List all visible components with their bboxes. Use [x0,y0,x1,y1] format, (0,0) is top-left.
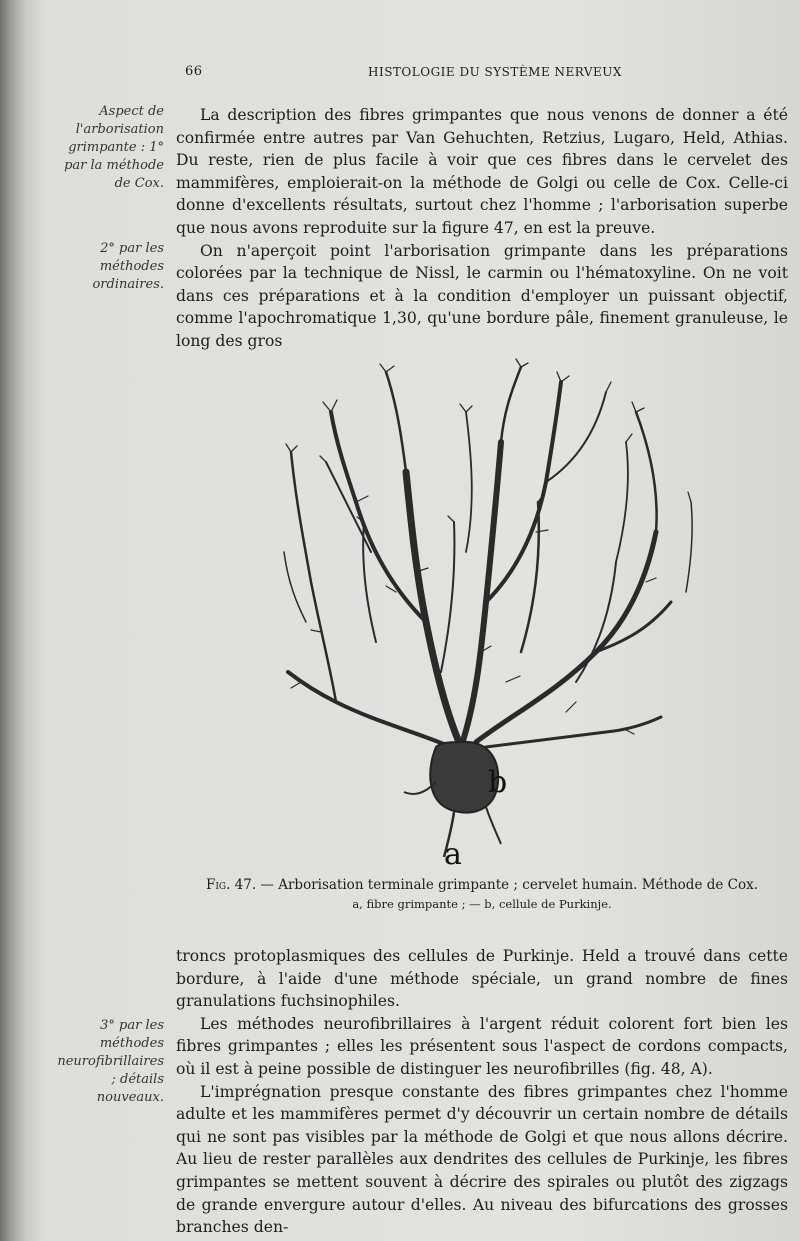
text-block-bottom [176,945,788,1239]
caption-main [176,875,788,895]
margin-note-cox: Aspect de l'arborisation grimpante : 1° par la méthode de Cox. [64,104,164,191]
text-block-top [176,104,788,353]
paragraph: On n'aperçoit point l'arborisation grimpante dans les préparations colorées par la technique de Nissl, le carmin ou l'hématoxyline. On ne voit dans ces préparations et à la condition d'employer un puissant objectif, comme l'apochromatique 1,30, qu'une bordure pâle, finement granuleuse, le long des gros [176,241,788,350]
page-number: 66 [185,64,203,79]
paragraph: La description des fibres grimpantes que nous venons de donner a été confirmée entre autres par Van Gehuchten, Retzius, Lugaro, Held, Athias. Du reste, rien de plus facile à voir que ces fibres dans le cervelet des mammifères, emploierait-on la méthode de Golgi ou celle de Cox. Celle-ci donne d'excellents résultats, surtout chez l'homme ; l'arborisation superbe que nous avons reproduite sur la figure 47, en est la preuve. [176,106,788,237]
paragraph: troncs protoplasmiques des cellules de Purkinje. Held a trouvé dans cette bordure, à l'aide d'une méthode spéciale, un grand nombre de fines granulations fuchsinophiles. [176,947,788,1011]
label-a: a [444,837,462,872]
margin-note-ordinary-methods: 2° par les méthodes ordinaires. [92,241,164,292]
figure-47 [276,352,716,872]
caption-prefix: Fig. [205,877,231,893]
margin-note-neurofibrillary: 3° par les méthodes neurofibrillaires ; détails nouveaux. [57,1018,164,1105]
caption-text: 47. — Arborisation terminale grimpante ; cervelet humain. Méthode de Cox. [234,877,759,893]
figure-caption [176,875,788,913]
caption-sub: a, fibre grimpante ; — b, cellule de Purkinje. [352,897,612,911]
running-header [0,64,800,84]
running-title: HISTOLOGIE DU SYSTÈME NERVEUX [368,65,622,79]
paragraph: Les méthodes neurofibrillaires à l'argent réduit colorent fort bien les fibres grimpantes ; elles les présentent sous l'aspect de cordons compacts, où il est à peine possible de distinguer les neurofibrilles (fig. 48, A). [176,1014,788,1078]
label-b: b [488,765,508,800]
paragraph: L'imprégnation presque constante des fibres grimpantes chez l'homme adulte et les mammifères permet d'y découvrir un certain nombre de détails qui ne sont pas visibles par la méthode de Golgi et que nous allons décrire. Au lieu de rester parallèles aux dendrites des cellules de Purkinje, les fibres grimpantes se mettent souvent à décrire des spirales ou plutôt des zigzags de grande envergure autour d'elles. Au niveau des bifurcations des grosses branches den- [176,1082,788,1237]
purkinje-arborisation-drawing [276,352,716,872]
